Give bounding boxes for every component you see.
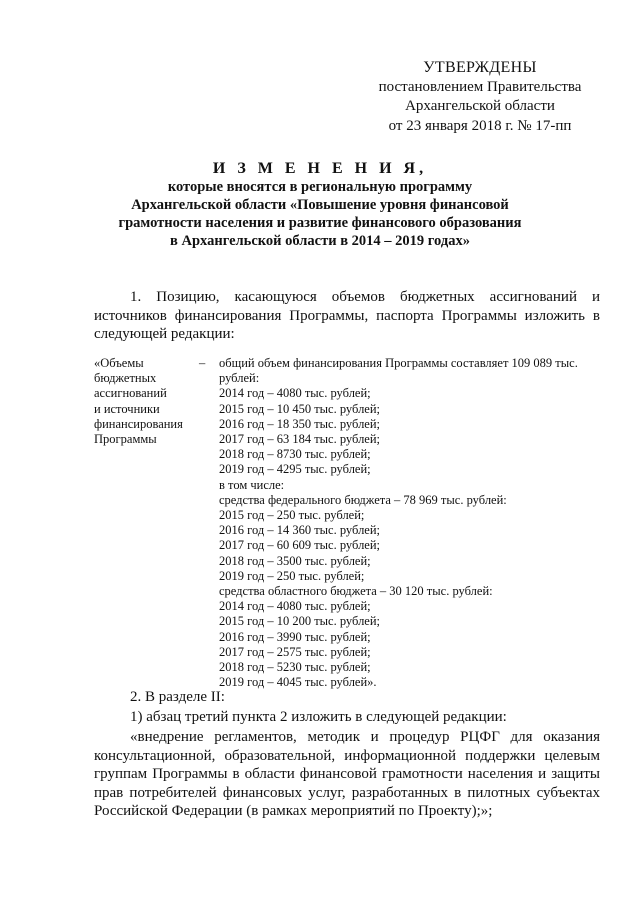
federal-budget-header: средства федерального бюджета – 78 969 тыс. рублей: — [219, 492, 507, 507]
funding-year-line: 2015 год – 10 450 тыс. рублей; — [219, 401, 381, 416]
approval-line: постановлением Правительства — [378, 78, 582, 95]
approval-line: от 23 января 2018 г. № 17-пп — [388, 117, 572, 134]
regional-year-line: 2017 год – 2575 тыс. рублей; — [219, 644, 371, 659]
approval-block — [360, 58, 600, 136]
federal-year-line: 2016 год – 14 360 тыс. рублей; — [219, 523, 381, 538]
federal-year-line: 2019 год – 250 тыс. рублей; — [219, 568, 365, 583]
regional-year-line: 2018 год – 5230 тыс. рублей; — [219, 660, 371, 675]
funding-year-line: 2016 год – 18 350 тыс. рублей; — [219, 416, 381, 431]
item-2-heading: 2. В разделе II: — [130, 689, 225, 705]
federal-year-line: 2017 год – 60 609 тыс. рублей; — [219, 538, 381, 553]
funding-year-line: 2017 год – 63 184 тыс. рублей; — [219, 432, 381, 447]
title-main: И З М Е Н Е Н И Я, — [212, 160, 428, 177]
funding-label-line: финансирования — [94, 416, 183, 431]
item-2-quote: «внедрение регламентов, методик и процедур РЦФГ для оказания консультационной, образовательной, информационной поддержки целевым группам Программы в области финансовой грамотности населения и защиты прав потребителей финансовых услуг, разработанных в пилотных субъектах Российской Федерации (в рамках мероприятий по Проекту);»; — [94, 729, 600, 819]
federal-year-line: 2015 год – 250 тыс. рублей; — [219, 508, 365, 523]
funding-label-line: и источники — [94, 401, 160, 416]
title-line: грамотности населения и развитие финансового образования — [118, 215, 522, 231]
funding-year-line: 2018 год – 8730 тыс. рублей; — [219, 447, 371, 462]
regional-year-line: 2019 год – 4045 тыс. рублей». — [219, 675, 377, 690]
funding-label-line: Программы — [94, 432, 157, 447]
funding-dash: – — [199, 356, 206, 370]
funding-label-line: ассигнований — [94, 386, 167, 401]
title-line: в Архангельской области в 2014 – 2019 годах» — [170, 233, 470, 249]
funding-label — [94, 356, 189, 447]
funding-total: общий объем финансирования Программы составляет 109 089 тыс. рублей: — [219, 356, 578, 386]
funding-including: в том числе: — [219, 477, 285, 492]
funding-values — [219, 356, 604, 690]
regional-budget-header: средства областного бюджета – 30 120 тыс. рублей: — [219, 584, 493, 599]
document-title — [110, 160, 530, 250]
federal-year-line: 2018 год – 3500 тыс. рублей; — [219, 553, 371, 568]
item-2-subitem-1: 1) абзац третий пункта 2 изложить в следующей редакции: — [130, 709, 507, 725]
funding-label-line: бюджетных — [94, 371, 157, 386]
funding-year-line: 2019 год – 4295 тыс. рублей; — [219, 462, 371, 477]
approval-heading: УТВЕРЖДЕНЫ — [423, 59, 537, 76]
funding-label-line: «Объемы — [94, 356, 144, 370]
regional-year-line: 2016 год – 3990 тыс. рублей; — [219, 629, 371, 644]
regional-year-line: 2015 год – 10 200 тыс. рублей; — [219, 614, 381, 629]
approval-line: Архангельской области — [405, 98, 555, 114]
title-line: которые вносятся в региональную программу — [167, 179, 473, 195]
item-1-paragraph: 1. Позицию, касающуюся объемов бюджетных ассигнований и источников финансирования Программы, паспорта Программы изложить в следующей редакции: — [94, 289, 600, 342]
regional-year-line: 2014 год – 4080 тыс. рублей; — [219, 599, 371, 614]
funding-year-line: 2014 год – 4080 тыс. рублей; — [219, 386, 371, 401]
title-line: Архангельской области «Повышение уровня финансовой — [131, 197, 509, 213]
